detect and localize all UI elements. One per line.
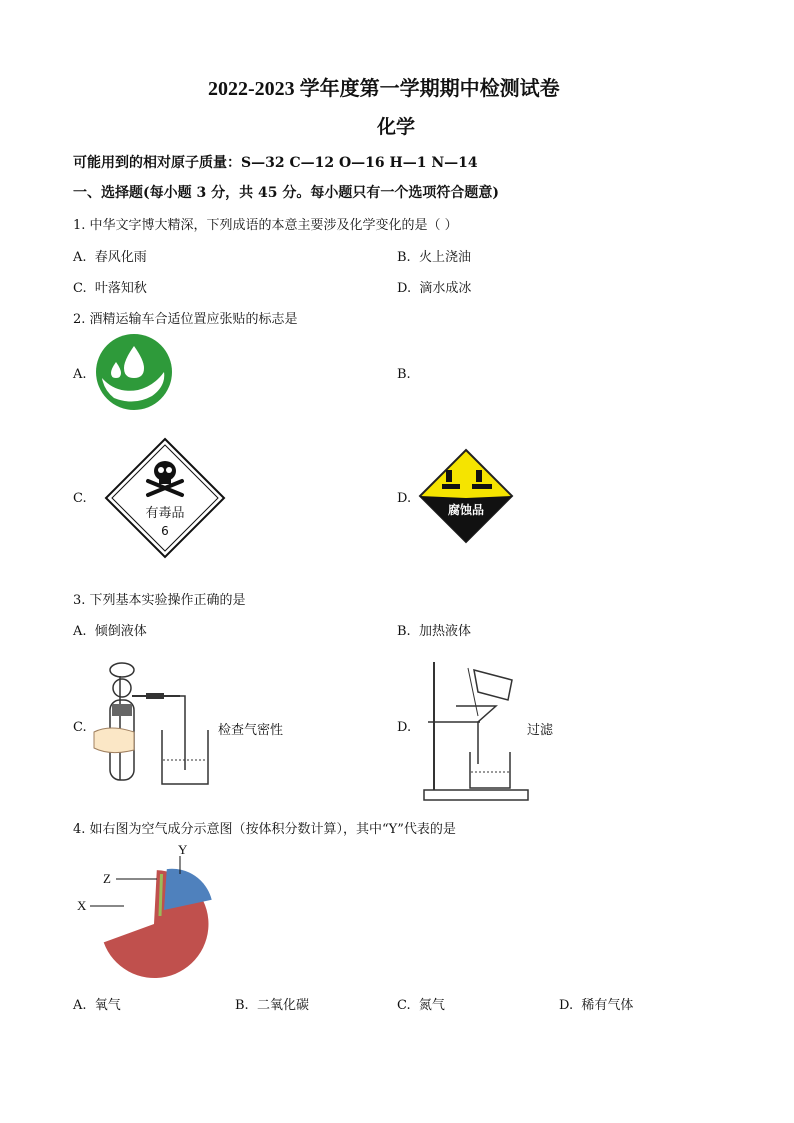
atomic-masses-line: 可能用到的相对原子质量：S—32 C—12 O—16 H—1 N—14 [73, 155, 478, 171]
q2-option-d-letter: D. [397, 491, 412, 506]
option-text: 滴水成冰 [419, 281, 472, 296]
corrosive-sign-label: 腐蚀品 [447, 503, 485, 517]
option-text: 氧气 [94, 998, 121, 1013]
q1-stem: 1. 中华文字博大精深，下列成语的本意主要涉及化学变化的是（ ） [73, 218, 458, 233]
page-title: 2022-2023 学年度第一学期期中检测试卷 [208, 78, 560, 100]
option-text: 加热液体 [418, 624, 471, 639]
q4-option-c [397, 994, 445, 1013]
option-letter: B. [397, 250, 411, 265]
q4-option-d [559, 994, 633, 1013]
pie-label-x: X [77, 898, 87, 913]
q3-option-c-letter: C. [73, 720, 87, 735]
toxic-sign-class: 6 [161, 524, 169, 538]
filtration-apparatus-icon [420, 660, 532, 802]
q1-option-c [73, 277, 147, 296]
option-letter: C. [397, 998, 411, 1013]
option-letter: B. [235, 998, 249, 1013]
pie-slice-z [160, 874, 162, 916]
q4-stem: 4. 如右图为空气成分示意图（按体积分数计算），其中“Y”代表的是 [73, 822, 456, 837]
option-text: 稀有气体 [581, 998, 634, 1013]
toxic-sign-icon [104, 437, 226, 559]
option-letter: D. [397, 281, 412, 296]
q1-option-d [397, 277, 471, 296]
q1-option-a [73, 246, 147, 265]
option-text: 氮气 [418, 998, 445, 1013]
q3-option-d-caption: 过滤 [527, 723, 554, 738]
q4-option-a [73, 994, 121, 1013]
option-text: 二氧化碳 [256, 998, 309, 1013]
airtightness-apparatus-icon [90, 660, 220, 790]
q2-option-a-letter: A. [73, 367, 87, 382]
section-heading: 一、选择题(每小题 3 分，共 45 分。每小题只有一个选项符合题意) [73, 185, 499, 201]
pie-label-z: Z [103, 871, 111, 886]
subject-title: 化学 [377, 116, 416, 138]
q3-stem: 3. 下列基本实验操作正确的是 [73, 593, 246, 608]
option-text: 倾倒液体 [94, 624, 147, 639]
q2-stem: 2. 酒精运输车合适位置应张贴的标志是 [73, 312, 298, 327]
option-text: 春风化雨 [94, 250, 147, 265]
water-reactive-sign-icon [94, 332, 174, 412]
corrosive-sign-icon [418, 448, 514, 544]
option-text: 叶落知秋 [94, 281, 147, 296]
q3-option-d-letter: D. [397, 720, 412, 735]
option-letter: B. [397, 624, 411, 639]
toxic-sign-label: 有毒品 [145, 506, 185, 521]
option-letter: D. [559, 998, 574, 1013]
q3-option-a [73, 620, 147, 639]
option-letter: A. [73, 250, 87, 265]
option-letter: A. [73, 998, 87, 1013]
q3-option-c-caption: 检查气密性 [218, 723, 284, 738]
q2-option-b-letter: B. [397, 367, 411, 382]
pie-label-y: Y [178, 842, 188, 857]
q4-option-b [235, 994, 309, 1013]
q1-option-b [397, 246, 471, 265]
air-composition-pie-chart [74, 842, 224, 982]
option-letter: A. [73, 624, 87, 639]
q2-option-c-letter: C. [73, 491, 87, 506]
option-text: 火上浇油 [418, 250, 471, 265]
q3-option-b [397, 620, 471, 639]
option-letter: C. [73, 281, 87, 296]
